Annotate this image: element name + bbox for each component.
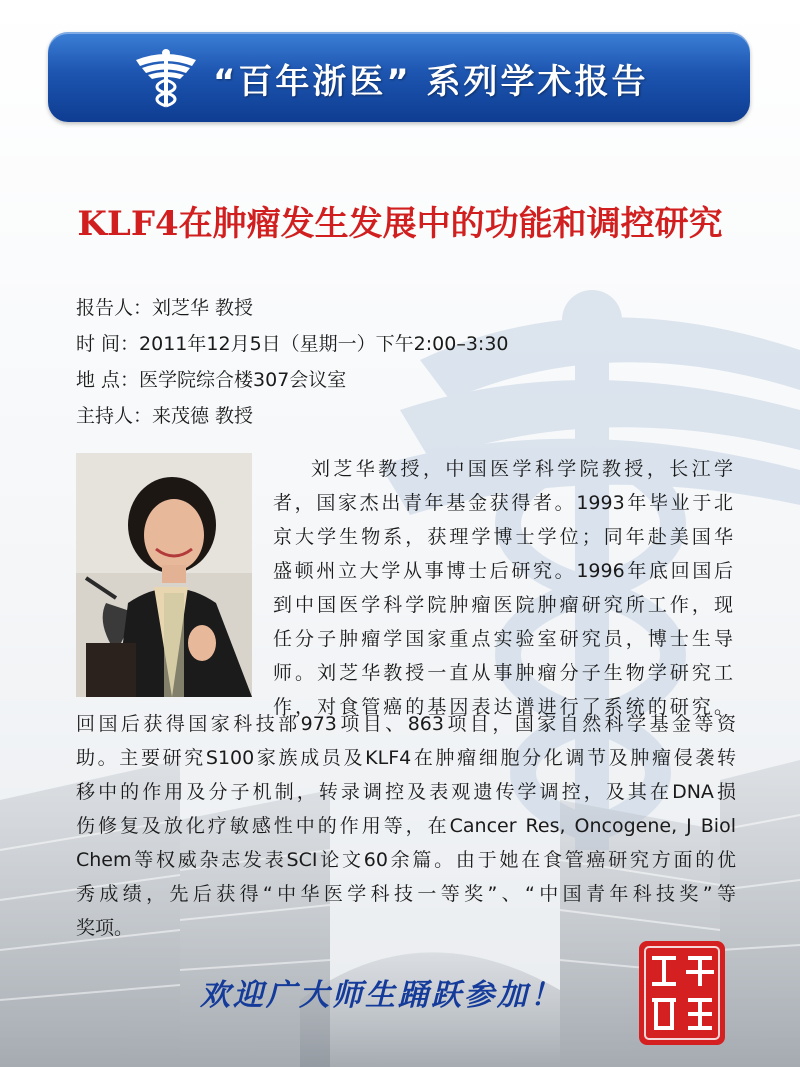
speaker-photo (76, 453, 252, 697)
place-row: 地 点：医学院综合楼307会议室 (76, 369, 347, 391)
speaker-row: 报告人：刘芝华 教授 (76, 297, 254, 319)
header-banner (48, 32, 750, 122)
bio-line: 回国后获得国家科技部973项目、863项目，国家自然科学基金等资 (76, 713, 736, 735)
host-row: 主持人：来茂德 教授 (76, 405, 254, 427)
bio-line: 师。刘芝华教授一直从事肿瘤分子生物学研究工 (273, 662, 733, 684)
bio-line: 京大学生物系，获理学博士学位；同年赴美国华 (273, 526, 733, 548)
bio-line: 刘芝华教授，中国医学科学院教授，长江学 (311, 458, 733, 480)
bio-line: Chem等权威杂志发表SCI论文60余篇。由于她在食管癌研究方面的优 (76, 849, 736, 871)
bio-line: 任分子肿瘤学国家重点实验室研究员，博士生导 (273, 628, 733, 650)
bio-line: 奖项。 (76, 917, 134, 939)
time-row: 时 间：2011年12月5日（星期一）下午2:00–3:30 (76, 333, 509, 355)
bio-line: 移中的作用及分子机制，转录调控及表观遗传学调控，及其在DNA损 (76, 781, 736, 803)
bio-line: 秀成绩，先后获得“中华医学科技一等奖”、“中国青年科技奖”等 (76, 883, 736, 905)
lecture-info (76, 290, 509, 434)
bio-line: 伤修复及放化疗敏感性中的作用等，在Cancer Res, Oncogene, J Biol (76, 815, 736, 837)
bio-right-column (273, 452, 733, 724)
lecture-title: KLF4在肿瘤发生发展中的功能和调控研究 (77, 204, 723, 244)
bio-line: 作，对食管癌的基因表达谱进行了系统的研究。 (273, 696, 733, 718)
bio-line: 到中国医学科学院肿瘤医院肿瘤研究所工作，现 (273, 594, 733, 616)
bio-line: 助。主要研究S100家族成员及KLF4在肿瘤细胞分化调节及肿瘤侵袭转 (76, 747, 736, 769)
bio-line: 盛顿州立大学从事博士后研究。1996年底回国后 (273, 560, 733, 582)
bio-line: 者，国家杰出青年基金获得者。1993年毕业于北 (273, 492, 733, 514)
red-seal-icon (636, 938, 728, 1048)
caduceus-logo-icon (134, 46, 198, 110)
series-title: “百年浙医” 系列学术报告 (213, 62, 649, 102)
bio-full-width (76, 707, 736, 945)
welcome-message: 欢迎广大师生踊跃参加！ (200, 978, 563, 1013)
